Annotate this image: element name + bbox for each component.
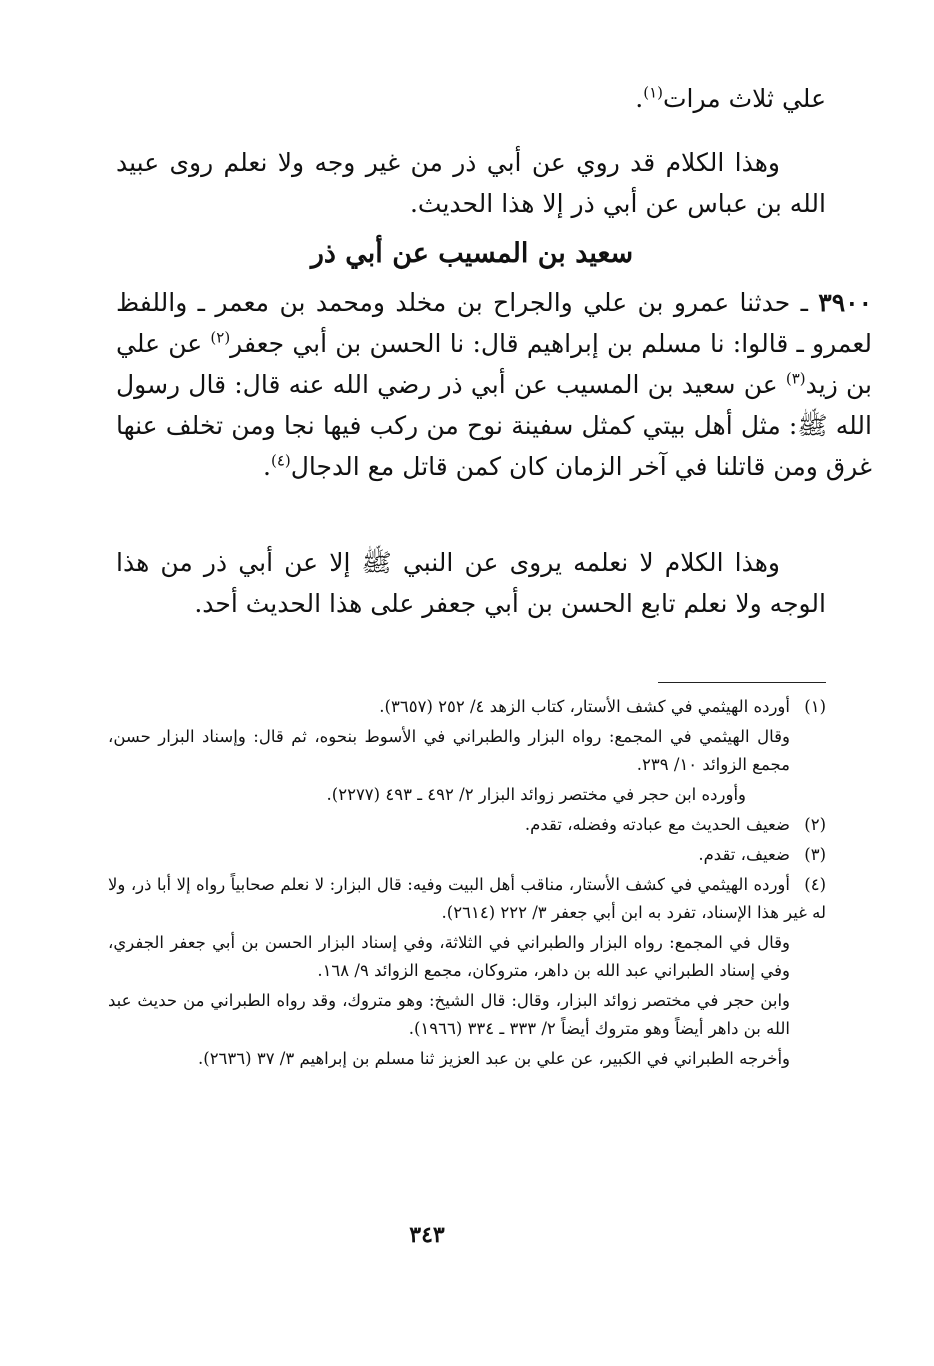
footnote-text: ضعيف الحديث مع عبادته وفضله، تقدم.	[524, 815, 790, 834]
paragraph-end: .	[635, 84, 644, 113]
footnote-ref-2: (٢)	[210, 328, 231, 347]
footnote-divider	[658, 682, 826, 683]
footnote-text: أورده الهيثمي في كشف الأستار، مناقب أهل البيت وفيه: قال البزار: لا نعلم صحابياً رواه إلا أبا ذر، ولا له غير هذا الإسناد، تفرد به ابن أبي جعفر ٣/ ٢٢٢ (٢٦١٤).	[108, 875, 826, 922]
footnote-4-continuation-3	[108, 1045, 826, 1073]
footnote-4-continuation	[108, 929, 826, 985]
footnote-text: وقال في المجمع: رواه البزار والطبراني في الثلاثة، وفي إسناد البزار الحسن بن أبي جعفر الجفري، وفي إسناد الطبراني عبد الله بن داهر، متروكان، مجمع الزوائد ٩/ ١٦٨.	[108, 933, 790, 980]
footnote-ref-1: (١)	[643, 83, 663, 102]
footnote-text: وأورده ابن حجر في مختصر زوائد البزار ٢/ ٤٩٢ ـ ٤٩٣ (٢٢٧٧).	[326, 785, 746, 804]
section-heading	[0, 232, 934, 276]
footnote-1	[108, 693, 826, 721]
footnote-text: أورده الهيثمي في كشف الأستار، كتاب الزهد ٤/ ٢٥٢ (٣٦٥٧).	[379, 697, 790, 716]
hadith-paragraph	[116, 282, 872, 487]
footnote-4-continuation-2	[108, 987, 826, 1043]
footnote-ref-4: (٤)	[270, 451, 291, 470]
paragraph-text: علي ثلاث مرات	[662, 84, 826, 113]
page-number: ٣٤٣	[409, 1222, 445, 1248]
hadith-text-2: عن علي بن زيد	[116, 329, 872, 399]
footnote-2	[108, 811, 826, 839]
paragraph-continuation	[116, 78, 826, 119]
footnote-number: (١)	[804, 697, 826, 716]
footnote-text: وابن حجر في مختصر زوائد البزار، وقال: قال الشيخ: وهو متروك، وقد رواه الطبراني من حديث عبد الله بن داهر أيضاً وهو متروك أيضاً ٢/ ٣٣٣ ـ ٣٣٤ (١٩٦٦).	[108, 991, 790, 1038]
footnote-3	[108, 841, 826, 869]
footnote-4	[108, 871, 826, 927]
footnote-text: وقال الهيثمي في المجمع: رواه البزار والطبراني في الأسوط بنحوه، ثم قال: وإسناد البزار حسن، مجمع الزوائد ١٠/ ٢٣٩.	[108, 727, 790, 774]
footnote-number: (٢)	[804, 815, 826, 834]
footnotes	[108, 693, 826, 1075]
footnote-ref-3: (٣)	[785, 369, 806, 388]
footnote-text: ضعيف، تقدم.	[698, 845, 790, 864]
hadith-number: ٣٩٠٠	[818, 288, 872, 317]
footnote-1-continuation-2	[108, 781, 826, 809]
hadith-end: .	[263, 452, 271, 481]
hadith-text-1: ـ حدثنا عمرو بن علي والجراح بن مخلد ومحمد بن معمر ـ واللفظ لعمرو ـ قالوا: نا مسلم بن إبراهيم قال: نا الحسن بن أبي جعفر	[116, 288, 872, 358]
hadith-text-3: عن سعيد بن المسيب عن أبي ذر رضي الله عنه قال: قال رسول الله ﷺ: مثل أهل بيتي كمثل سفينة نوح من ركب فيها نجا ومن تخلف عنها غرق ومن قاتلنا في آخر الزمان كان كمن قاتل مع الدجال	[116, 370, 872, 481]
footnote-1-continuation	[108, 723, 826, 779]
footnote-number: (٣)	[804, 845, 826, 864]
footnote-number: (٤)	[804, 875, 826, 894]
paragraph-comment-2: وهذا الكلام لا نعلمه يروى عن النبي ﷺ إلا عن أبي ذر من هذا الوجه ولا نعلم تابع الحسن بن أبي جعفر على هذا الحديث أحد.	[116, 548, 826, 618]
footnote-text: وأخرجه الطبراني في الكبير، عن علي بن عبد العزيز ثنا مسلم بن إبراهيم ٣/ ٣٧ (٢٦٣٦).	[198, 1049, 790, 1068]
paragraph-comment-1: وهذا الكلام قد روي عن أبي ذر من غير وجه ولا نعلم روى عبيد الله بن عباس عن أبي ذر إلا هذا الحديث.	[116, 148, 826, 218]
section-heading-text: سعيد بن المسيب عن أبي ذر	[310, 238, 634, 269]
